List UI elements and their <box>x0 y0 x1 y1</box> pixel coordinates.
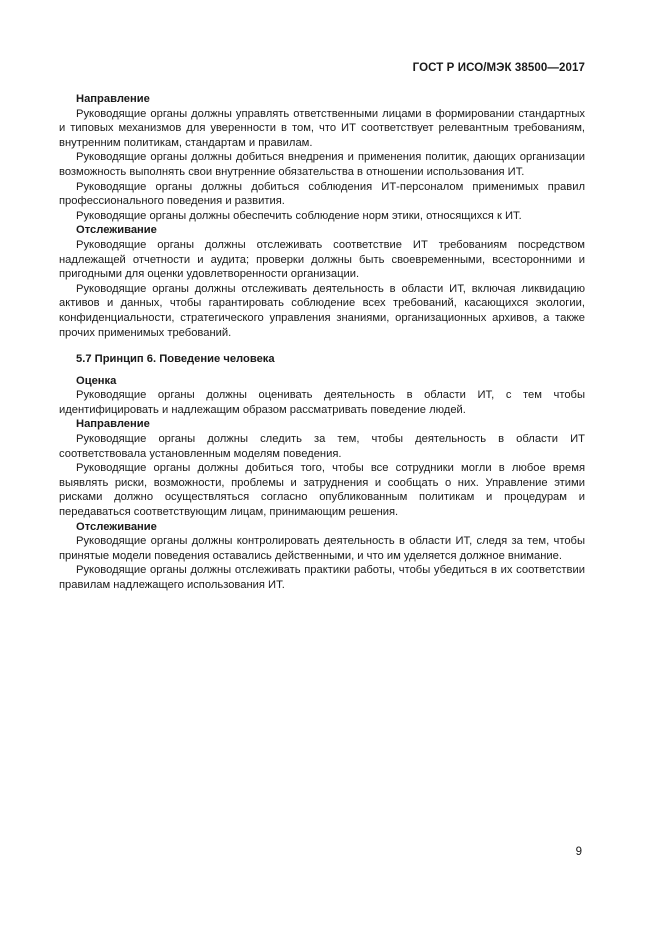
spacer <box>59 340 585 352</box>
subheading-direction: Направление <box>76 93 150 105</box>
paragraph: Руководящие органы должны контролировать деятельность в области ИТ, следя за тем, чтобы принятые модели поведения оставались действенными, и что им уделяется должное внимание. <box>59 535 585 562</box>
section-title: 5.7 Принцип 6. Поведение человека <box>76 353 275 366</box>
paragraph: Руководящие органы должны отслеживать практики работы, чтобы убедиться в их соответствии правилам надлежащего использования ИТ. <box>59 564 585 591</box>
paragraph: Руководящие органы должны добиться соблюдения ИТ-персоналом применимых правил профессионального поведения и развития. <box>59 180 585 208</box>
paragraph: Руководящие органы должны добиться того, чтобы все сотрудники могли в любое время выявлять риски, возможности, проблемы и затруднения и сообщать о них. Управление этими рисками должно осуществляться согласно опубликованным политикам и процедурам и передаваться соответствующим лицам, принимающим решения. <box>59 462 585 519</box>
document-body <box>59 92 585 593</box>
paragraph: Руководящие органы должны оценивать деятельность в области ИТ, с тем чтобы идентифицировать и надлежащим образом рассматривать поведение людей. <box>59 389 585 416</box>
spacer <box>59 367 585 374</box>
paragraph: Руководящие органы должны управлять ответственными лицами в формировании стандартных и типовых механизмов для уверенности в том, что ИТ соответствует релевантным требованиям, внутренним политикам, стандартам и правилам. <box>59 107 585 149</box>
paragraph: Руководящие органы должны отслеживать деятельность в области ИТ, включая ликвидацию активов и данных, чтобы гарантировать соблюдение всех требований, касающихся экологии, конфиденциальности, стратегического управления знаниями, организационных архивов, а также прочих применимых требований. <box>59 282 585 339</box>
document-code: ГОСТ Р ИСО/МЭК 38500—2017 <box>412 62 585 74</box>
subheading-monitoring: Отслеживание <box>76 520 157 533</box>
page-number: 9 <box>575 846 582 858</box>
paragraph: Руководящие органы должны обеспечить соблюдение норм этики, относящихся к ИТ. <box>76 209 522 222</box>
subheading-direction: Направление <box>76 418 150 431</box>
paragraph: Руководящие органы должны отслеживать соответствие ИТ требованиям посредством надлежащей отчетности и аудита; проверки должны быть своевременными, всесторонними и пригодными для оценки удовлетворенности организации. <box>59 238 585 281</box>
paragraph: Руководящие органы должны следить за тем, чтобы деятельность в области ИТ соответствовала установленным моделям поведения. <box>59 433 585 460</box>
subheading-monitoring: Отслеживание <box>76 224 157 237</box>
subheading-evaluation: Оценка <box>76 374 117 387</box>
paragraph: Руководящие органы должны добиться внедрения и применения политик, дающих организации возможность выполнять свои внутренние обязательства в отношении использования ИТ. <box>59 151 585 178</box>
